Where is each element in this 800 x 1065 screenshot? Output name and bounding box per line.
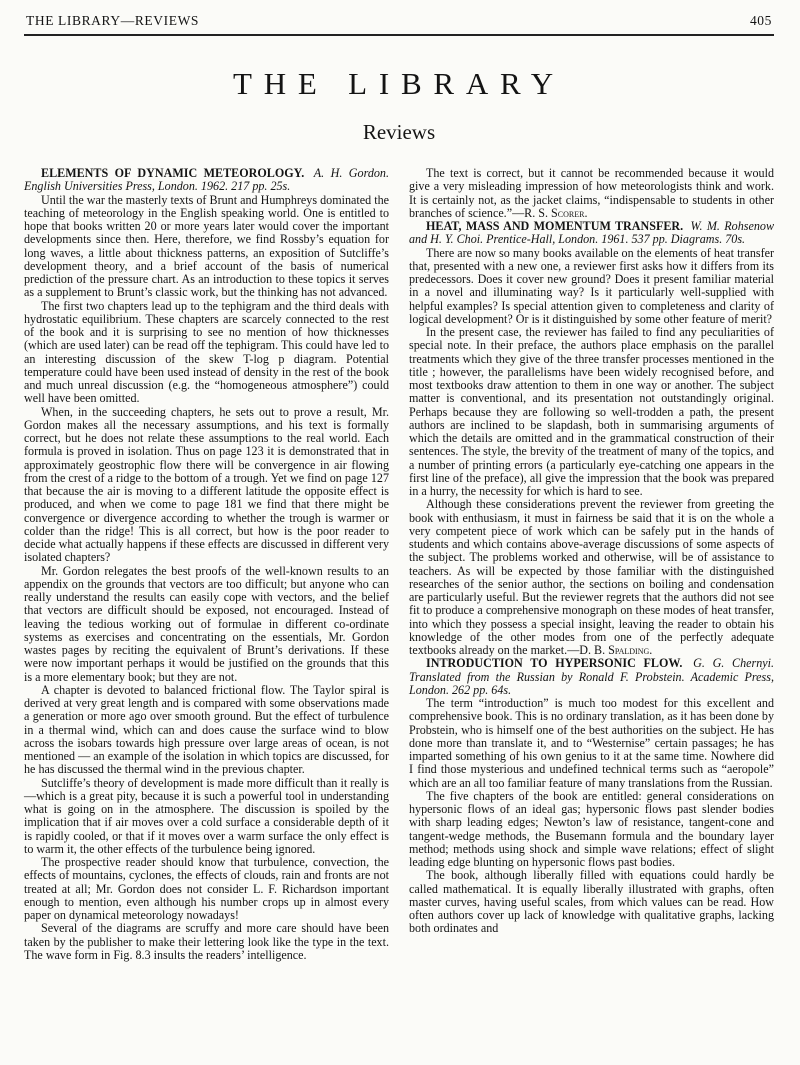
header-rule	[24, 34, 774, 36]
running-title: THE LIBRARY—REVIEWS	[26, 13, 200, 28]
review-paragraph: The term “introduction” is much too modest for this excellent and comprehensive book. This is no ordinary translation, as it has been done by Probstein, who is himself one of the best authorities on the subject. He has done more than translate it, and to “Westernise” certain passages; he has imparted something of his own genius to it at the same time. Nowhere did I find those mysterious and undefined technical terms such as “aeropole” which are an all too familiar feature of many translations from the Russian.	[409, 696, 774, 790]
review-citation: G. G. Chernyi. Translated from the Russian by Ronald F. Probstein. Academic Press, London. 262 pp. 64s.	[409, 656, 775, 697]
right-column	[409, 167, 774, 962]
running-head	[24, 6, 774, 34]
review-paragraph: Mr. Gordon relegates the best proofs of the well-known results to an appendix on the grounds that vectors are too difficult; but anyone who can really understand the results can easily cope with vectors, and the belief that vectors are difficult should be exposed, not encouraged. Instead of leaving the tedious working out of formulae in different co-ordinate systems as exercises and concentrating on the essentials, Mr. Gordon wastes pages by reciting the equivalent of Brunt’s derivations. If these were now important perhaps it would be justified on the grounds that this is a more elementary book; but they are not.	[24, 563, 389, 684]
review-citation: A. H. Gordon. English Universities Press, London. 1962. 217 pp. 25s.	[24, 166, 389, 194]
review-paragraph: The book, although liberally filled with equations could hardly be called mathematical. It is equally liberally illustrated with graphs, often master curves, having useful scales, from which values can be read. How often authors cover up lack of knowledge with qualitative graphs, lacking both ordinates and	[409, 868, 774, 936]
review-paragraph: Until the war the masterly texts of Brunt and Humphreys dominated the teaching of meteorology in the English speaking world. One is entitled to hope that books written 20 or more years later would cover the important developments since then. Here, therefore, we find Rossby’s equation for long waves, a little about thickness patterns, an exposition of Sutcliffe’s development theory, and a brief account of the basis of numerical prediction of the pressure chart. As an introduction to these topics it serves as a supplement to Brunt’s classic work, but the thinking has not advanced.	[24, 192, 389, 300]
text-columns	[24, 167, 774, 962]
review-paragraph: Sutcliffe’s theory of development is made more difficult than it really is—which is a great pity, because it is such a powerful tool in understanding what is going on in the atmosphere. The discussion is spoiled by the implication that if air moves over a cold surface a considerable depth of it is rapidly cooled, or that if it moves over a warm surface the only effect is to warm it, the other effects of the turbulence being ignored.	[24, 775, 389, 856]
left-column	[24, 167, 389, 962]
review-heading-heat-transfer	[409, 220, 774, 247]
review-paragraph: When, in the succeeding chapters, he sets out to prove a result, Mr. Gordon makes all the necessary assumptions, and his text is formally correct, but he does not relate these assumptions to the real world. Each formula is proved in isolation. Thus on page 123 it is demonstrated that in approximately geostrophic flow there will be convergence in air flowing from the crest of a ridge to the bottom of a trough. Yet we find on page 127 that because the air is moving to a different latitude the opposite effect is produced, and when we come to page 181 we find that there might be convergence or divergence according to whether the trough is warmer or colder than the ridge! This is all correct, but how is the poor reader to decide what actually happens if these effects are discussed in different very isolated chapters?	[24, 404, 389, 565]
paragraph-text: The text is correct, but it cannot be recommended because it would give a very misleading impression of how meteorologists think and work. It is certainly not, as the jacket claims, “indispensable to students in other branches of science.”	[409, 166, 774, 220]
review-paragraph	[409, 498, 774, 657]
review-paragraph: The five chapters of the book are entitled: general considerations on hypersonic flows of an ideal gas; hypersonic flows past slender bodies with sharp leading edges; Newton’s law of resistance, tangent-cone and tangent-wedge methods, the Busemann formula and the boundary layer method; methods using shock and simple wave relations; effect of slight leading edge blunting on hypersonic flows past bodies.	[409, 788, 774, 869]
review-paragraph: A chapter is devoted to balanced frictional flow. The Taylor spiral is derived at very great length and is compared with some observations made a generation or more ago over smooth ground. But the effect of turbulence in a thermal wind, which can and does cause the surface wind to blow across the isobars towards high pressure over large areas of ocean, is not mentioned — an example of the isolation in which topics are discussed, for he has discussed the thermal wind in the previous chapter.	[24, 682, 389, 777]
review-conclusion-paragraph	[409, 167, 774, 220]
journal-title: THE LIBRARY	[233, 66, 565, 101]
review-paragraph: The first two chapters lead up to the tephigram and the third deals with hydrostatic equilibrium. These chapters are scarcely connected to the rest of the book and it is surprising to see no mention of how thicknesses (which are used later) can be read off the tephigram. This could have led to an interesting discussion of the skew T-log p diagram. Potential temperature could have been used instead of density in the rest of the book and much unreal discussion (e.g. the “homogeneous atmosphere”) could well have been omitted.	[24, 298, 389, 406]
review-paragraph: In the present case, the reviewer has failed to find any peculiarities of special note. In their preface, the authors place emphasis on the parallel treatments which they give of the three transfer processes mentioned in the title ; however, the parallelisms have been widely recognised before, and most textbooks draw attention to them in one way or another. The subject matter is conventional, and its presentation not outstandingly original. Perhaps because they are following so well-trodden a path, the present authors are inclined to be slapdash, both in summarising arguments of which the details are omitted and in the grammatical construction of their sentences. The style, the brevity of the treatment of many of the topics, and a number of printing errors (a particularly eye-catching one appears in the first line of the preface), all give the impression that the book was prepared in a hurry, the necessity for which is hard to see.	[409, 325, 774, 498]
review-heading-meteorology	[24, 167, 389, 194]
review-heading-hypersonic-flow	[409, 657, 774, 697]
reviewer-signature: —R. S. Scorer.	[512, 205, 588, 220]
review-title: HEAT, MASS AND MOMENTUM TRANSFER.	[426, 219, 684, 233]
review-citation: W. M. Rohsenow and H. Y. Choi. Prentice-Hall, London. 1961. 537 pp. Diagrams. 70s.	[409, 219, 775, 247]
section-title: Reviews	[362, 120, 436, 144]
review-title: ELEMENTS OF DYNAMIC METEOROLOGY.	[41, 166, 305, 180]
reviewer-signature: —D. B. Spalding.	[567, 643, 653, 657]
review-paragraph: There are now so many books available on the elements of heat transfer that, presented with a new one, a reviewer first asks how it differs from its predecessors. Does it cover new ground? Does it present familiar material in a novel and illuminating way? Is it particularly well-supplied with helpful examples? Is special attention given to completeness and clarity of logical development? Or is it distinguished by some other feature of merit?	[409, 245, 774, 326]
review-paragraph: Several of the diagrams are scruffy and more care should have been taken by the publisher to make their lettering look like the type in the text. The wave form in Fig. 8.3 insults the readers’ intelligence.	[24, 921, 389, 962]
page-number: 405	[749, 13, 772, 28]
review-title: INTRODUCTION TO HYPERSONIC FLOW.	[426, 656, 683, 671]
review-paragraph: The prospective reader should know that turbulence, convection, the effects of mountains, cyclones, the effects of clouds, rain and fronts are not treated at all; Mr. Gordon does not consider L. F. Richardson important enough to mention, even although his number crops up in almost every paper on dynamical meteorology nowadays!	[24, 855, 389, 922]
paragraph-text: Although these considerations prevent the reviewer from greeting the book with enthusiasm, it must in fairness be said that it is on the whole a very competent piece of work which can be safely put in the hands of students and which contains above-average discussions of some aspects of the subject. The problems worked and otherwise, will be of assistance to teachers. As will be expected by those familiar with the distinguished researches of the senior author, the sections on boiling and condensation are particularly useful. But the reviewer regrets that the authors did not see fit to produce a comprehensive monograph on these modes of heat transfer, into which they possess a special insight, leaving the reader to obtain his knowledge of the other modes from one of the perfectly adequate textbooks already on the market.	[409, 497, 774, 657]
